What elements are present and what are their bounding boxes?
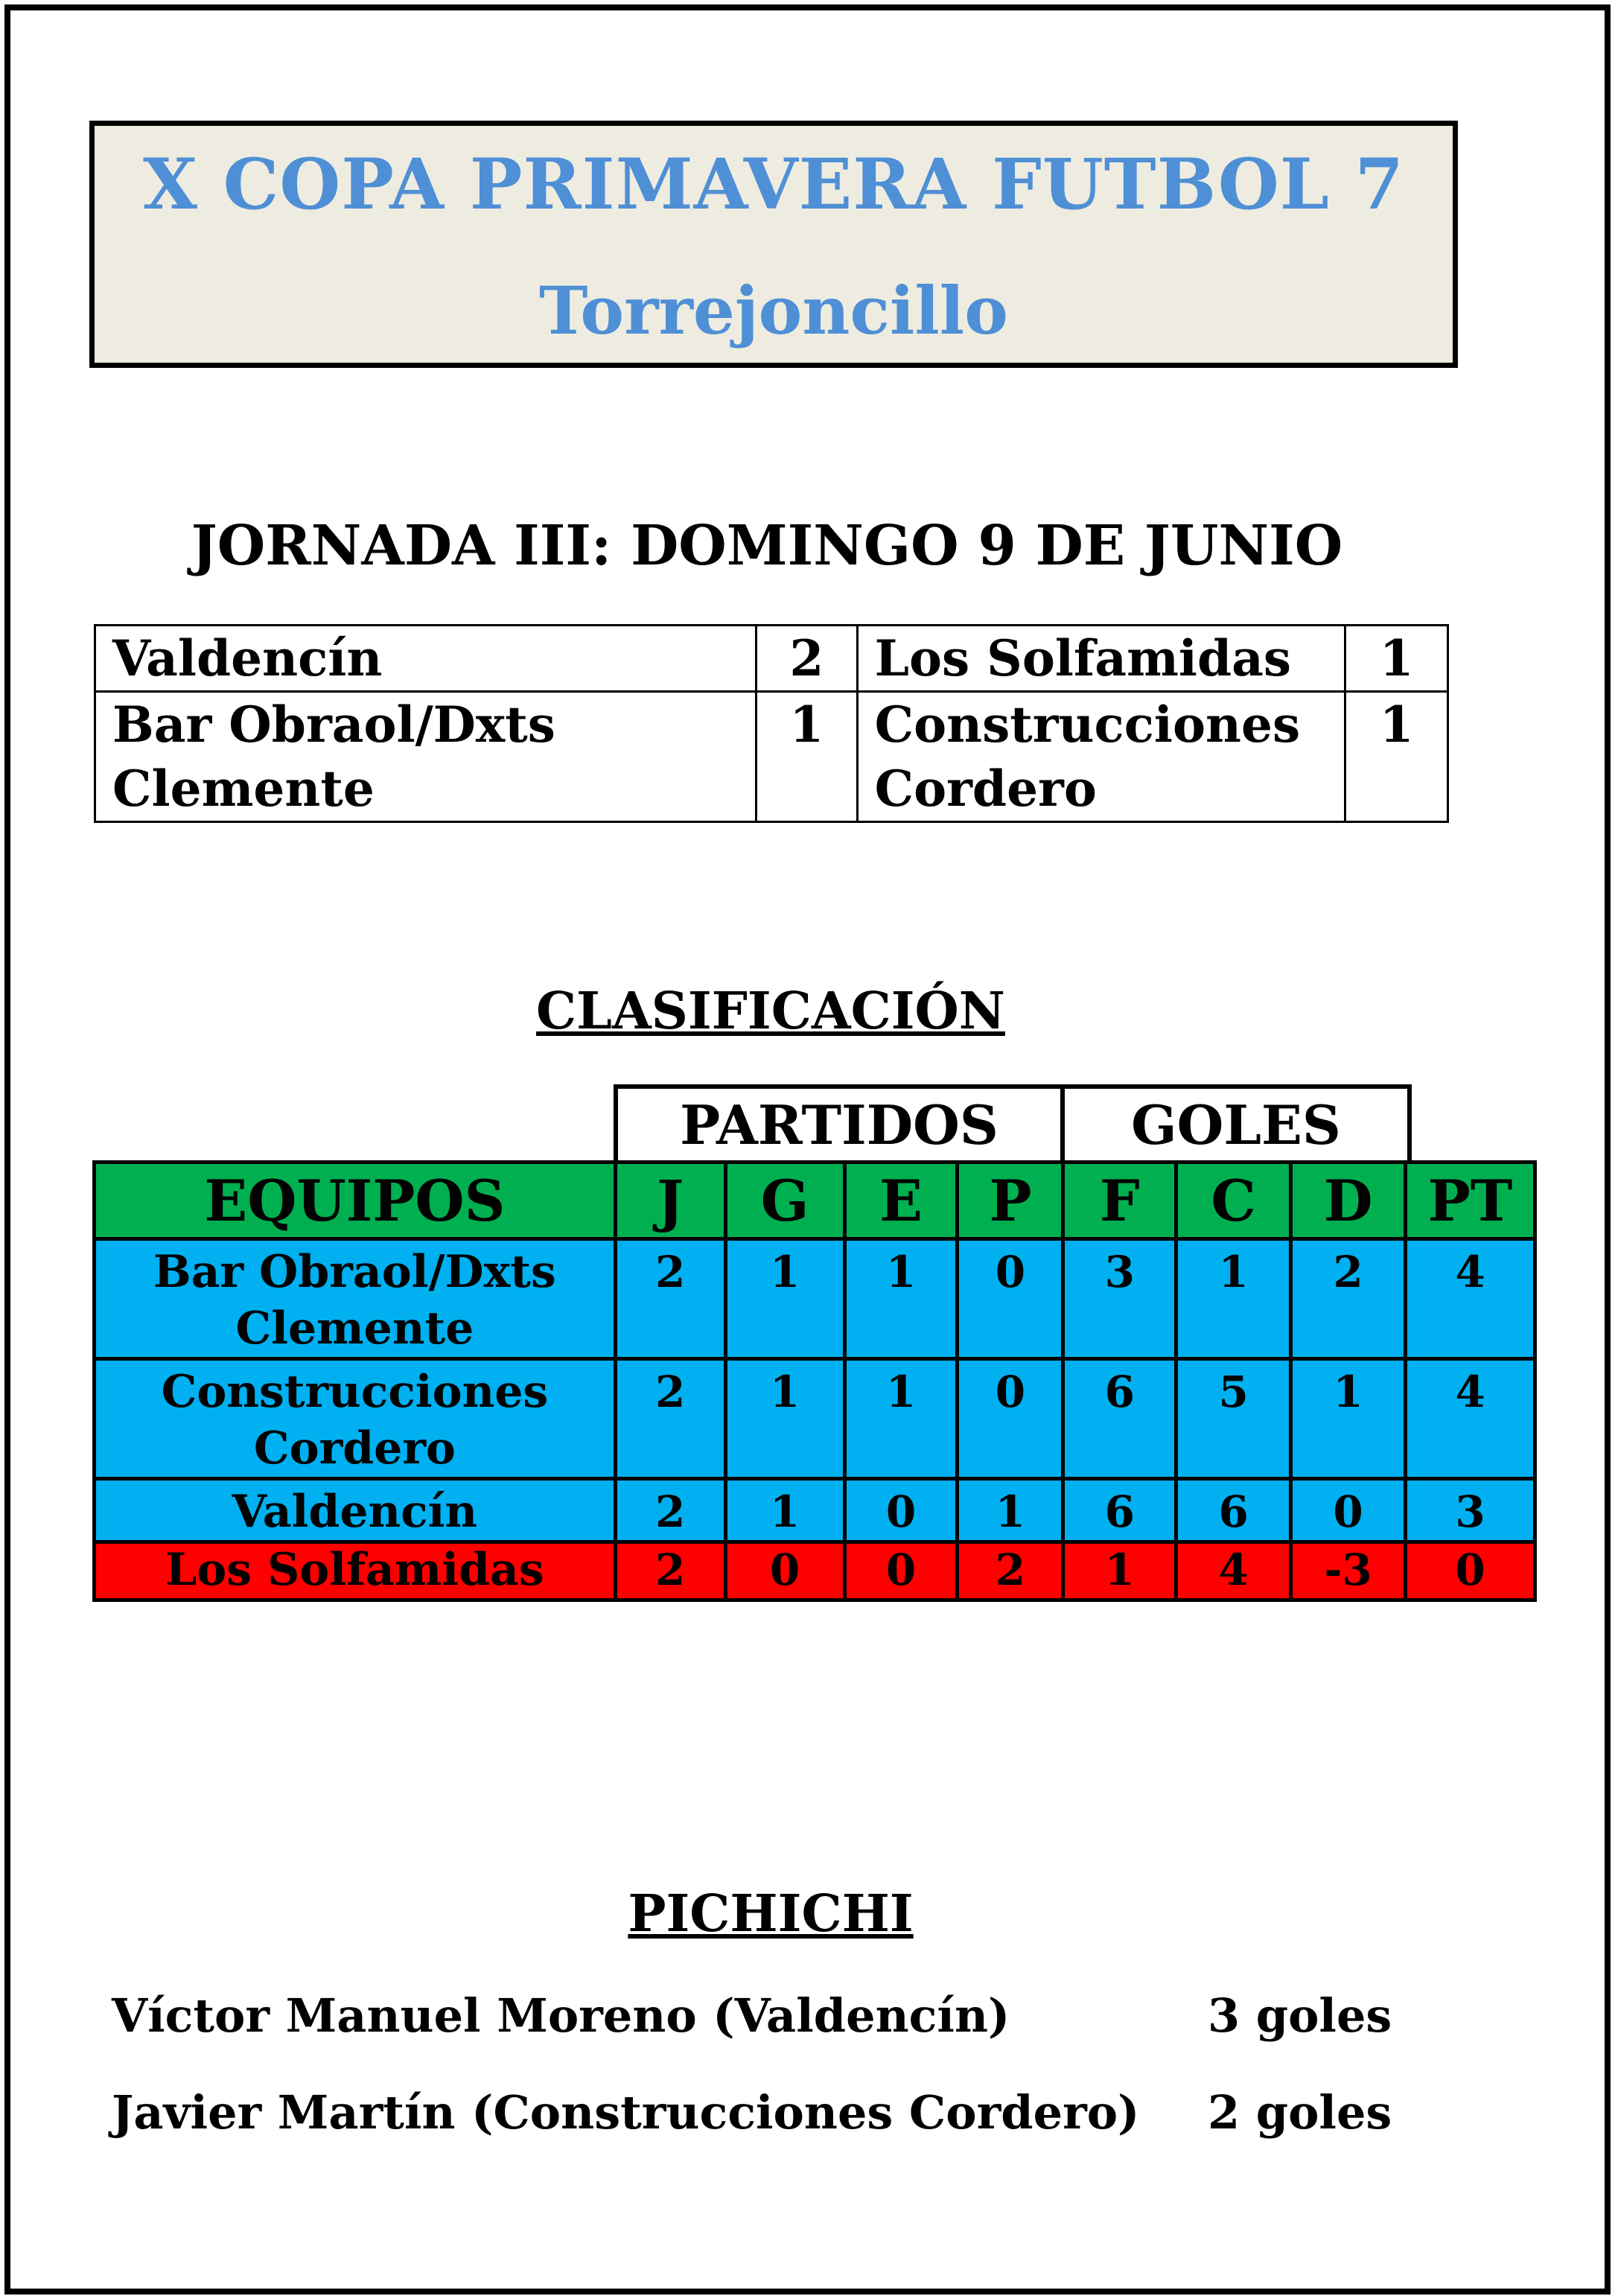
away-team-line: Cordero <box>874 760 1097 818</box>
pichichi-title: PICHICHI <box>628 1884 914 1944</box>
scorer-goals: 2 goles <box>1208 2085 1392 2140</box>
cell-g: 1 <box>725 1479 844 1542</box>
standings-table <box>92 1160 1537 1602</box>
partidos-header: PARTIDOS <box>616 1087 1063 1163</box>
jornada-heading: JORNADA III: DOMINGO 9 DE JUNIO <box>191 514 1343 578</box>
cell-f: 3 <box>1063 1239 1176 1359</box>
tournament-location: Torrejoncillo <box>539 272 1008 349</box>
col-f: F <box>1063 1163 1176 1239</box>
standings-row <box>95 1542 1535 1600</box>
clasificacion-title: CLASIFICACIÓN <box>536 982 1005 1041</box>
cell-f: 6 <box>1063 1479 1176 1542</box>
result-row <box>95 692 1448 822</box>
cell-g: 0 <box>725 1542 844 1600</box>
team-name <box>95 1359 616 1479</box>
col-g: G <box>725 1163 844 1239</box>
cell-d: 2 <box>1291 1239 1406 1359</box>
cell-pt: 4 <box>1406 1239 1535 1359</box>
cell-f: 1 <box>1063 1542 1176 1600</box>
cell-pt: 0 <box>1406 1542 1535 1600</box>
team-name-line: Clemente <box>235 1303 474 1355</box>
away-score: 1 <box>1345 692 1448 822</box>
col-c: C <box>1176 1163 1291 1239</box>
cell-f: 6 <box>1063 1359 1176 1479</box>
cell-p: 0 <box>958 1359 1063 1479</box>
away-score: 1 <box>1345 626 1448 692</box>
cell-c: 6 <box>1176 1479 1291 1542</box>
home-team: Valdencín <box>95 626 756 692</box>
team-name-line: Construcciones <box>161 1366 549 1418</box>
cell-d: 1 <box>1291 1359 1406 1479</box>
col-e: E <box>844 1163 958 1239</box>
scorer-name: Javier Martín (Construcciones Cordero) <box>112 2085 1140 2140</box>
cell-d: 0 <box>1291 1479 1406 1542</box>
away-team-line: Construcciones <box>874 696 1301 754</box>
home-team-line: Bar Obraol/Dxts <box>112 696 555 754</box>
cell-c: 5 <box>1176 1359 1291 1479</box>
result-row <box>95 626 1448 692</box>
team-name-line: Bar Obraol/Dxts <box>153 1246 556 1298</box>
away-team <box>857 692 1345 822</box>
col-p: P <box>958 1163 1063 1239</box>
title-banner <box>89 121 1458 368</box>
cell-g: 1 <box>725 1239 844 1359</box>
standings-header-row <box>95 1163 1535 1239</box>
team-name: Valdencín <box>95 1479 616 1542</box>
cell-p: 1 <box>958 1479 1063 1542</box>
col-equipos: EQUIPOS <box>95 1163 616 1239</box>
home-score: 2 <box>756 626 858 692</box>
home-score: 1 <box>756 692 858 822</box>
cell-p: 2 <box>958 1542 1063 1600</box>
cell-e: 1 <box>844 1359 958 1479</box>
scorer-name: Víctor Manuel Moreno (Valdencín) <box>112 1988 1010 2043</box>
home-team <box>95 692 756 822</box>
cell-j: 2 <box>615 1239 725 1359</box>
standings-row <box>95 1239 1535 1359</box>
standings-row <box>95 1359 1535 1479</box>
col-j: J <box>615 1163 725 1239</box>
cell-d: -3 <box>1291 1542 1406 1600</box>
tournament-title: X COPA PRIMAVERA FUTBOL 7 <box>142 144 1405 226</box>
standings-row <box>95 1479 1535 1542</box>
results-table <box>94 624 1449 823</box>
away-team: Los Solfamidas <box>857 626 1345 692</box>
home-team-line: Clemente <box>112 760 375 818</box>
col-d: D <box>1291 1163 1406 1239</box>
group-headers <box>614 1084 1412 1165</box>
scorer-goals: 3 goles <box>1208 1988 1392 2043</box>
cell-e: 0 <box>844 1479 958 1542</box>
cell-c: 4 <box>1176 1542 1291 1600</box>
cell-c: 1 <box>1176 1239 1291 1359</box>
cell-p: 0 <box>958 1239 1063 1359</box>
cell-j: 2 <box>615 1479 725 1542</box>
cell-pt: 3 <box>1406 1479 1535 1542</box>
team-name-line: Cordero <box>253 1422 456 1475</box>
col-pt: PT <box>1406 1163 1535 1239</box>
goles-header: GOLES <box>1063 1087 1409 1163</box>
cell-pt: 4 <box>1406 1359 1535 1479</box>
team-name <box>95 1239 616 1359</box>
cell-g: 1 <box>725 1359 844 1479</box>
cell-e: 1 <box>844 1239 958 1359</box>
cell-j: 2 <box>615 1359 725 1479</box>
team-name: Los Solfamidas <box>95 1542 616 1600</box>
cell-j: 2 <box>615 1542 725 1600</box>
cell-e: 0 <box>844 1542 958 1600</box>
